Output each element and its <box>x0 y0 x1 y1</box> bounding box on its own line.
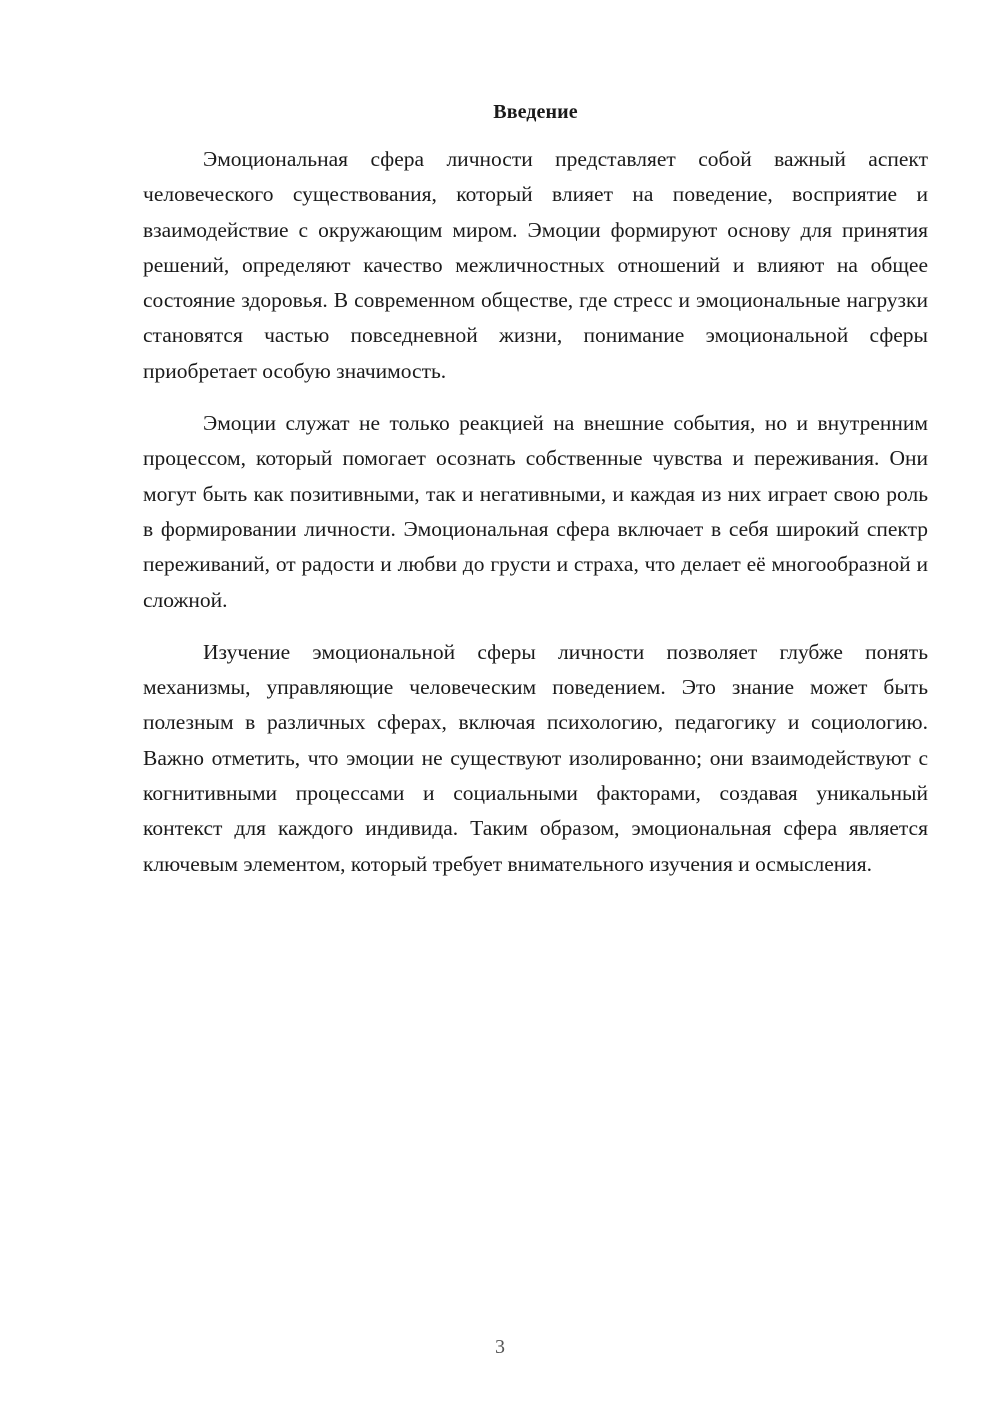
document-body <box>143 96 928 899</box>
page-number: 3 <box>495 1336 505 1358</box>
paragraph-1: Эмоциональная сфера личности представляет собой важный аспект человеческого существования, который влияет на поведение, восприятие и взаимодействие с окружающим миром. Эмоции формируют основу для принятия решений, определяют качество межличностных отношений и влияют на общее состояние здоровья. В современном обществе, где стресс и эмоциональные нагрузки становятся частью повседневной жизни, понимание эмоциональной сферы приобретает особую значимость. <box>143 147 928 383</box>
paragraph-3: Изучение эмоциональной сферы личности позволяет глубже понять механизмы, управляющие человеческим поведением. Это знание может быть полезным в различных сферах, включая психологию, педагогику и социологию. Важно отметить, что эмоции не существуют изолированно; они взаимодействуют с когнитивными процессами и социальными факторами, создавая уникальный контекст для каждого индивида. Таким образом, эмоциональная сфера является ключевым элементом, который требует внимательного изучения и осмысления. <box>143 639 928 876</box>
page-title: Введение <box>493 101 578 123</box>
paragraph-2: Эмоции служат не только реакцией на внешние события, но и внутренним процессом, который помогает осознать собственные чувства и переживания. Они могут быть как позитивными, так и негативными, и каждая из них играет свою роль в формировании личности. Эмоциональная сфера включает в себя широкий спектр переживаний, от радости и любви до грусти и страха, что делает её многообразной и сложной. <box>143 411 928 612</box>
